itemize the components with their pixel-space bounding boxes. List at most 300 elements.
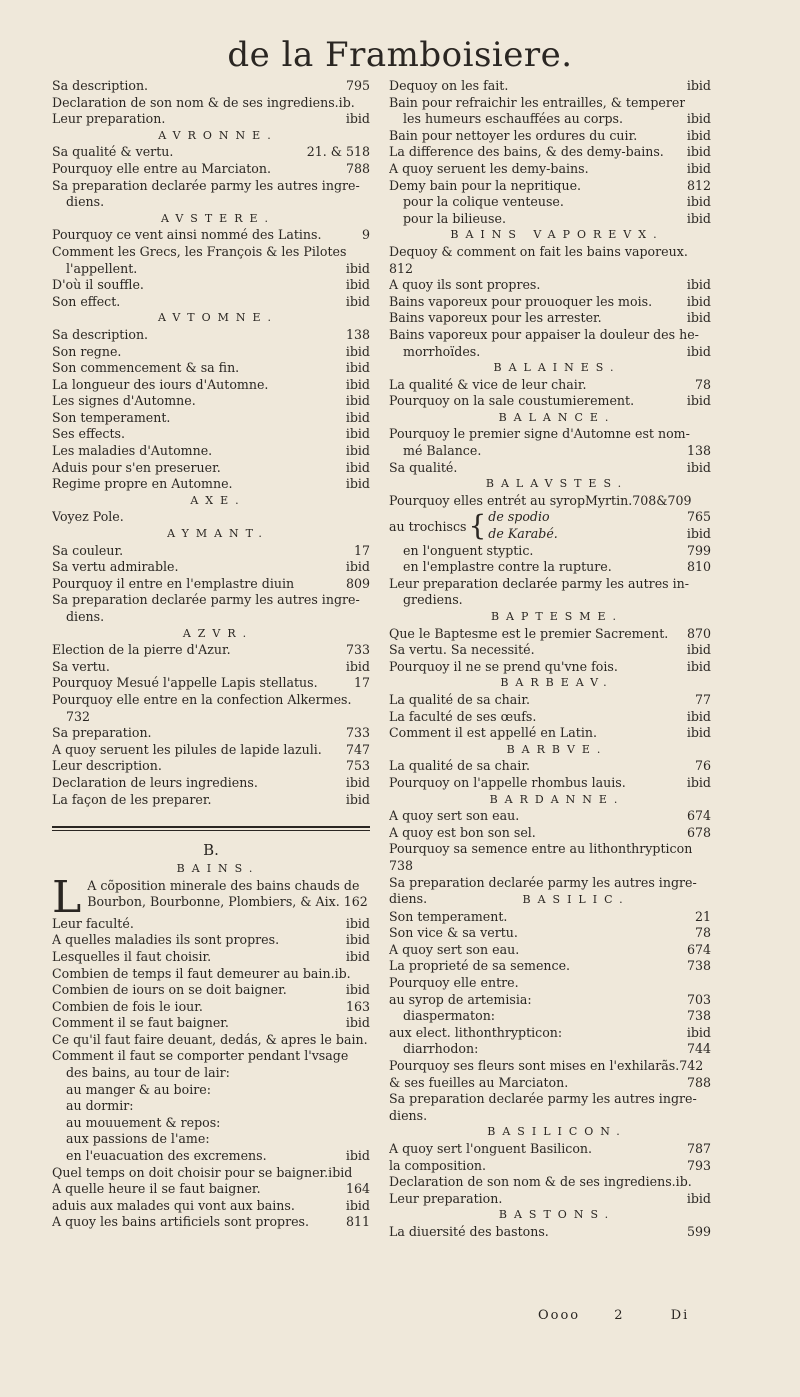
page-ref: ibid <box>345 1197 370 1213</box>
index-entry <box>52 161 370 178</box>
entry-text: Les maladies d'Automne. <box>52 443 213 459</box>
page-ref: 810 <box>686 559 711 575</box>
page-ref: ibid <box>345 932 370 948</box>
page-ref: ibid <box>345 260 370 276</box>
index-entry <box>389 310 711 327</box>
entry-text: Pourquoy il ne se prend qu'vne fois. <box>389 658 618 674</box>
index-entry <box>52 709 370 726</box>
index-entry <box>52 999 370 1016</box>
page-ref: ibid <box>345 774 370 790</box>
page-ref: ibid <box>686 194 711 210</box>
index-entry <box>52 932 370 949</box>
entry-text: au manger & au boire: <box>66 1081 211 1097</box>
index-entry <box>52 144 370 161</box>
page-ref: ibid <box>345 443 370 459</box>
index-entry <box>52 410 370 427</box>
entry-text: diens. <box>389 891 428 907</box>
section-heading: BAPTESME. <box>490 610 624 623</box>
section-heading: AXE. <box>190 493 246 507</box>
page-ref: 164 <box>345 1181 370 1197</box>
page-ref: ibid <box>345 791 370 807</box>
entry-text: en l'emplastre contre la rupture. <box>403 559 612 575</box>
entry-text: Bain pour refraichir les entrailles, & temperer <box>389 94 686 110</box>
entry-text: A quoy sert l'onguent Basilicon. <box>389 1141 593 1156</box>
entry-text: A quoy ils sont propres. <box>389 277 541 293</box>
entry-text: Combien de fois le iour. <box>52 998 203 1014</box>
entry-text: Son regne. <box>52 343 122 359</box>
entry-text: Pourquoy il entre en l'emplastre diuin <box>52 575 295 591</box>
index-entry <box>389 426 711 443</box>
intro-text: A cõposition minerale des bains chauds de Bourbon, Bourbonne, Plombiers, & Aix. 162 <box>87 877 368 910</box>
page-ref: ibid <box>686 642 711 658</box>
page-ref: 870 <box>686 625 711 641</box>
entry-text: morrhoïdes. <box>403 343 481 359</box>
entry-text: A quoy sert son eau. <box>389 941 520 957</box>
index-entry <box>389 1008 711 1025</box>
page-ref: 788 <box>686 1074 711 1090</box>
index-entry <box>52 360 370 377</box>
entry-text: La qualité de sa chair. <box>389 691 530 707</box>
section-heading: BARBEAV. <box>500 676 614 690</box>
page-ref: ibid <box>686 78 711 93</box>
index-entry <box>389 393 711 410</box>
page-ref: ibid <box>345 343 370 359</box>
section-rule <box>52 826 370 831</box>
index-entry <box>389 975 711 992</box>
index-entry <box>389 858 711 875</box>
page-ref: ibid <box>345 426 370 442</box>
page-ref: 738 <box>686 958 711 974</box>
index-entry <box>52 1181 370 1198</box>
index-entry <box>52 443 370 460</box>
section-heading: BALAVSTES. <box>485 477 629 491</box>
page-ref: 78 <box>694 376 711 392</box>
entry-text: D'où il souffle. <box>52 277 144 293</box>
entry-text: les humeurs eschauffées au corps. <box>403 111 623 127</box>
index-entry <box>389 709 711 726</box>
section-heading: BASTONS. <box>498 1208 616 1222</box>
entry-text: aduis aux malades qui vont aux bains. <box>52 1197 295 1213</box>
page-ref: ibid <box>686 658 711 674</box>
entry-text: Que le Baptesme est le premier Sacrement. <box>389 625 669 641</box>
index-entry <box>52 916 370 933</box>
page-ref: 799 <box>686 542 711 558</box>
right-column <box>389 78 711 1241</box>
page-ref: ibid <box>686 277 711 293</box>
page-ref: 138 <box>345 326 370 342</box>
entry-text: Sa qualité & vertu. <box>52 144 174 160</box>
entry-text: Sa description. <box>52 78 149 93</box>
entry-text: diens. <box>389 1107 428 1123</box>
page-ref: ibid <box>686 160 711 176</box>
index-entry <box>52 675 370 692</box>
index-entry <box>389 144 711 161</box>
index-entry <box>52 1115 370 1132</box>
index-entry <box>389 1191 711 1208</box>
index-entry <box>389 942 711 959</box>
index-entry <box>389 95 711 112</box>
page-ref: ibid <box>345 982 370 998</box>
page-footer <box>538 1308 689 1323</box>
entry-text: Son vice & sa vertu. <box>389 925 518 941</box>
index-entry <box>389 261 711 278</box>
entry-text: Sa description. <box>52 326 149 342</box>
page-ref: ibid <box>345 1148 370 1164</box>
index-entry <box>52 725 370 742</box>
entry-text: La faculté de ses œufs. <box>389 708 537 724</box>
page-ref: ibid <box>345 658 370 674</box>
entry-text: Bain pour nettoyer les ordures du cuir. <box>389 127 638 143</box>
index-entry <box>389 111 711 128</box>
page-ref: ibid <box>686 459 711 475</box>
section-heading: BARDANNE. <box>489 792 625 806</box>
page-ref: 703 <box>686 991 711 1007</box>
page-ref: 674 <box>686 941 711 957</box>
index-entry <box>389 642 711 659</box>
section-heading: BALANCE. <box>498 410 616 424</box>
page-ref: ibid <box>686 774 711 790</box>
entry-text: Bains vaporeux pour prouoquer les mois. <box>389 293 653 309</box>
entry-text: Pourquoy ses fleurs sont mises en l'exhilarãs.742 <box>389 1058 704 1074</box>
entry-text: Pourquoy le premier signe d'Automne est nom- <box>389 426 690 442</box>
page-ref: ibid <box>345 111 370 127</box>
entry-text: Aduis pour s'en preseruer. <box>52 459 221 475</box>
entry-text: Ce qu'il faut faire deuant, dedás, & apres le bain. <box>52 1031 368 1047</box>
section-heading: BARBVE. <box>506 742 608 756</box>
entry-text: Leur preparation. <box>52 111 166 127</box>
page-ref: 744 <box>686 1041 711 1057</box>
page-ref: 788 <box>345 160 370 176</box>
page-ref: 811 <box>345 1214 370 1230</box>
entry-text: Dequoy & comment on fait les bains vaporeux. <box>389 243 688 259</box>
page-ref: ibid <box>345 948 370 964</box>
entry-text: Pourquoy sa semence entre au lithonthrypticon <box>389 841 693 857</box>
index-entry <box>389 460 711 477</box>
index-entry <box>52 576 370 593</box>
entry-text: Pourquoy on l'appelle rhombus lauis. <box>389 774 626 790</box>
catchword: Di <box>670 1308 690 1323</box>
entry-text: La façon de les preparer. <box>52 791 212 807</box>
entry-text: La qualité & vice de leur chair. <box>389 376 587 392</box>
page-ref: 21. & 518 <box>306 144 370 160</box>
entry-text: Son temperament. <box>389 908 508 924</box>
index-entry <box>52 1148 370 1165</box>
page-ref: ibid <box>686 310 711 326</box>
index-entry <box>52 78 370 95</box>
index-entry <box>389 128 711 145</box>
entry-text: A quoy seruent les demy-bains. <box>389 160 589 176</box>
index-entry <box>52 509 370 526</box>
index-entry <box>52 1082 370 1099</box>
page-ref: ibid <box>686 127 711 143</box>
index-entry <box>52 609 370 626</box>
index-entry <box>389 875 711 892</box>
index-entry <box>389 692 711 709</box>
entry-text: La diuersité des bastons. <box>389 1223 549 1239</box>
index-entry <box>52 261 370 278</box>
index-entry <box>389 377 711 394</box>
entry-text: A quoy seruent les pilules de lapide lazuli. <box>52 741 322 757</box>
entry-text: Sa qualité. <box>389 459 458 475</box>
index-entry <box>389 1174 711 1191</box>
entry-text: diaspermaton: <box>403 1008 496 1024</box>
page-ref: 733 <box>345 642 370 658</box>
page-ref: ibid <box>686 293 711 309</box>
entry-text: & ses fueilles au Marciaton. <box>389 1074 569 1090</box>
entry-text: au dormir: <box>66 1098 134 1114</box>
entry-text: aux passions de l'ame: <box>66 1131 210 1147</box>
entry-text: Ses effects. <box>52 426 125 442</box>
page-ref: 753 <box>345 758 370 774</box>
entry-text: Declaration de son nom & de ses ingrediens.ib. <box>52 94 355 110</box>
index-entry <box>389 1041 711 1058</box>
index-entry <box>52 1015 370 1032</box>
page-ref: 163 <box>345 998 370 1014</box>
section-heading: AVSTERE. <box>160 211 276 225</box>
entry-text: A quoy les bains artificiels sont propres. <box>52 1214 310 1230</box>
brace-items <box>488 509 711 542</box>
index-entry <box>52 1214 370 1231</box>
letter-heading: B. <box>203 841 219 860</box>
signature-mark: Oooo <box>538 1308 581 1323</box>
entry-text: Declaration de son nom & de ses ingrediens.ib. <box>389 1174 692 1190</box>
entry-text: Lesquelles il faut choisir. <box>52 948 212 964</box>
page-ref: 78 <box>694 925 711 941</box>
page-ref: ibid <box>345 915 370 931</box>
entry-text: Sa preparation. <box>52 725 152 741</box>
entry-text: diens. <box>66 194 105 210</box>
index-entry <box>389 1025 711 1042</box>
entry-text: Son temperament. <box>52 409 171 425</box>
page-ref: ibid <box>686 393 711 409</box>
index-entry <box>389 725 711 742</box>
index-entry <box>52 460 370 477</box>
entry-text: la composition. <box>389 1157 487 1173</box>
page-ref: ibid <box>686 111 711 127</box>
entry-text: Sa vertu. <box>52 658 110 674</box>
entry-text: Pourquoy elle entre au Marciaton. <box>52 160 272 176</box>
entry-text: Comment les Grecs, les François & les Pilotes <box>52 243 347 259</box>
entry-text: Pourquoy elle entre en la confection Alkermes. <box>52 691 352 707</box>
entry-text: pour la bilieuse. <box>403 210 506 226</box>
index-entry <box>389 576 711 593</box>
brace-block <box>389 509 711 542</box>
page-ref: 793 <box>686 1157 711 1173</box>
entry-text: Sa preparation declarée parmy les autres ingre- <box>389 874 697 890</box>
entry-text: diarrhodon: <box>403 1041 479 1057</box>
entry-text: Dequoy on les fait. <box>389 78 509 93</box>
entry-text: Election de la pierre d'Azur. <box>52 642 231 658</box>
entry-text: Quel temps on doit choisir pour se baigner.ibid <box>52 1164 353 1180</box>
entry-text: Sa preparation declarée parmy les autres ingre- <box>52 177 360 193</box>
section-heading: BALAINES. <box>493 361 621 375</box>
entry-text: Comment il faut se comporter pendant l'vsage <box>52 1048 349 1064</box>
page-ref: ibid <box>345 409 370 425</box>
entry-text: A quelles maladies ils sont propres. <box>52 932 280 948</box>
section-heading: BAINS. <box>176 862 260 876</box>
index-entry <box>389 891 711 909</box>
index-entry <box>389 1091 711 1108</box>
page-ref: 17 <box>353 542 370 558</box>
index-entry <box>488 526 711 543</box>
section-heading: AYMANT. <box>167 527 269 541</box>
index-entry <box>389 194 711 211</box>
index-entry <box>389 775 711 792</box>
index-entry <box>52 194 370 211</box>
entry-text: des bains, au tour de lair: <box>66 1065 230 1081</box>
entry-text: Sa couleur. <box>52 542 124 558</box>
entry-text: Sa preparation declarée parmy les autres ingre- <box>52 592 360 608</box>
entry-text: La qualité de sa chair. <box>389 758 530 774</box>
page-ref: ibid <box>345 293 370 309</box>
entry-text: mé Balance. <box>403 443 482 459</box>
entry-text: de Karabé. <box>488 526 558 542</box>
index-entry <box>52 1032 370 1049</box>
entry-text: de spodio <box>488 509 550 525</box>
page-ref: ibid <box>345 559 370 575</box>
index-entry <box>52 742 370 759</box>
page-ref: ibid <box>686 144 711 160</box>
page-ref: 765 <box>686 509 711 525</box>
entry-text: Sa vertu admirable. <box>52 559 179 575</box>
index-entry <box>389 244 711 261</box>
index-entry <box>52 949 370 966</box>
entry-text: Sa preparation declarée parmy les autres ingre- <box>389 1091 697 1107</box>
index-entry <box>52 642 370 659</box>
entry-text: Combien de iours on se doit baigner. <box>52 982 287 998</box>
entry-text: Demy bain pour la nepritique. <box>389 177 582 193</box>
index-entry <box>389 344 711 361</box>
entry-text: Voyez Pole. <box>52 509 124 525</box>
page-ref: ibid <box>345 1015 370 1031</box>
index-entry <box>52 775 370 792</box>
section-heading: AVTOMNE. <box>157 311 279 325</box>
entry-text: A quelle heure il se faut baigner. <box>52 1181 261 1197</box>
page-ref: 809 <box>345 575 370 591</box>
index-entry <box>389 825 711 842</box>
index-entry <box>52 111 370 128</box>
page-ref: ibid <box>686 725 711 741</box>
index-entry <box>389 958 711 975</box>
index-entry <box>52 178 370 195</box>
index-entry <box>389 808 711 825</box>
index-entry <box>389 493 711 510</box>
index-entry <box>52 1098 370 1115</box>
index-entry <box>52 277 370 294</box>
index-entry <box>389 758 711 775</box>
entry-text: Bains vaporeux pour les arrester. <box>389 310 602 326</box>
index-entry <box>389 294 711 311</box>
entry-text: Leur preparation. <box>389 1190 503 1206</box>
page-ref: 787 <box>686 1141 711 1156</box>
index-entry <box>389 178 711 195</box>
page-ref: 678 <box>686 824 711 840</box>
entry-text: Pourquoy ce vent ainsi nommé des Latins. <box>52 227 322 243</box>
index-entry <box>389 78 711 95</box>
entry-text: La proprieté de sa semence. <box>389 958 571 974</box>
entry-text: Son effect. <box>52 293 121 309</box>
entry-text: 812 <box>389 260 414 276</box>
index-entry <box>389 1141 711 1158</box>
entry-text: diens. <box>66 609 105 624</box>
brace-glyph: { <box>468 509 487 543</box>
page-ref: 733 <box>345 725 370 741</box>
index-entry <box>52 393 370 410</box>
entry-text: au syrop de artemisia: <box>389 991 532 1007</box>
page-ref: ibid <box>345 376 370 392</box>
index-entry <box>389 1158 711 1175</box>
index-entry <box>52 1165 370 1182</box>
page-ref: ibid <box>686 343 711 359</box>
index-entry <box>52 227 370 244</box>
index-entry <box>52 244 370 261</box>
index-entry <box>389 659 711 676</box>
page-ref: ibid <box>345 360 370 376</box>
index-entry <box>52 966 370 983</box>
entry-text: Comment il est appellé en Latin. <box>389 725 598 741</box>
page-ref: 812 <box>686 177 711 193</box>
index-entry <box>389 592 711 609</box>
entry-text: pour la colique venteuse. <box>403 194 564 210</box>
index-entry <box>389 1075 711 1092</box>
entry-text: Bains vaporeux pour appaiser la douleur des he- <box>389 326 699 342</box>
index-entry <box>389 1224 711 1241</box>
entry-text: Pourquoy elle entre. <box>389 975 519 991</box>
drop-cap: L <box>52 871 82 923</box>
index-entry <box>52 592 370 609</box>
entry-text: au mouuement & repos: <box>66 1114 221 1130</box>
index-entry <box>389 925 711 942</box>
page-ref: ibid <box>686 1190 711 1206</box>
index-entry <box>52 792 370 809</box>
page-ref: ibid <box>686 526 711 542</box>
page-title: de la Framboisiere. <box>227 35 573 75</box>
index-entry <box>389 327 711 344</box>
section-heading: AZVR. <box>182 626 254 640</box>
index-entry <box>52 982 370 999</box>
index-entry <box>52 758 370 775</box>
section-heading: AVRONNE. <box>158 128 278 142</box>
index-entry <box>389 277 711 294</box>
page-ref: 9 <box>361 227 370 243</box>
page-ref: 747 <box>345 741 370 757</box>
page-ref: ibid <box>345 277 370 293</box>
entry-text: grediens. <box>403 592 463 608</box>
index-entry <box>389 211 711 228</box>
page-ref: 17 <box>353 675 370 691</box>
index-entry <box>52 659 370 676</box>
page-ref: ibid <box>345 476 370 492</box>
index-entry <box>52 344 370 361</box>
entry-text: aux elect. lithonthrypticon: <box>389 1024 563 1040</box>
index-entry <box>52 559 370 576</box>
page-ref: 674 <box>686 808 711 824</box>
entry-text: Leur description. <box>52 758 162 774</box>
left-column <box>52 78 370 1231</box>
entry-text: Pourquoy elles entrét au syropMyrtin.708&709 <box>389 492 692 508</box>
entry-text: A quoy est bon son sel. <box>389 824 536 840</box>
page-ref: 738 <box>686 1008 711 1024</box>
index-entry <box>52 543 370 560</box>
page-ref: 795 <box>345 78 370 93</box>
page-ref: 21 <box>694 908 711 924</box>
index-entry <box>389 992 711 1009</box>
index-entry <box>52 1048 370 1065</box>
page-ref: 77 <box>694 691 711 707</box>
entry-text: en l'onguent styptic. <box>403 542 534 558</box>
page-ref: ibid <box>345 393 370 409</box>
entry-text: en l'euacuation des excremens. <box>66 1148 267 1164</box>
